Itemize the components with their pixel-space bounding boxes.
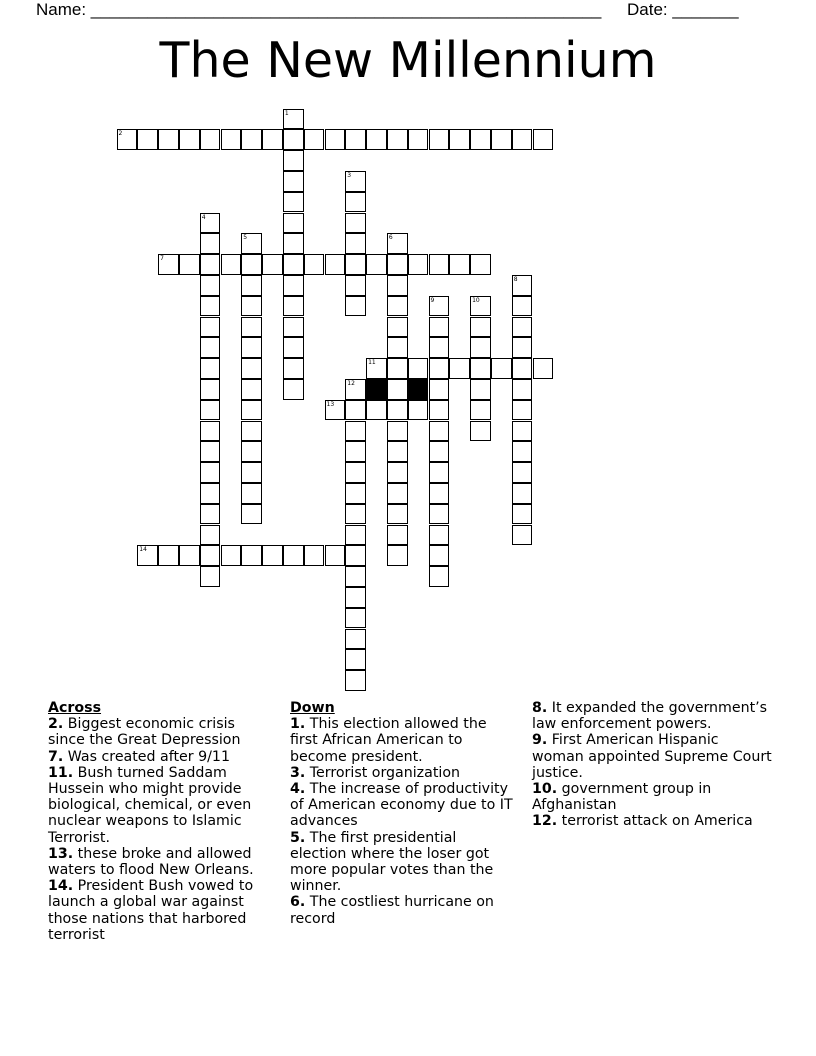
clue-item bbox=[532, 732, 772, 781]
clue-number: 2. bbox=[48, 716, 64, 733]
clue-text: President Bush vowed to launch a global war against those nations that harbored terrorist bbox=[48, 878, 254, 943]
grid-cell[interactable] bbox=[241, 296, 262, 317]
clue-number: 12. bbox=[532, 813, 558, 830]
grid-cell[interactable] bbox=[283, 337, 304, 358]
clue-number: 5. bbox=[290, 829, 306, 846]
grid-cell[interactable] bbox=[200, 421, 221, 442]
grid-cell[interactable] bbox=[325, 400, 346, 421]
grid-cell[interactable] bbox=[200, 296, 221, 317]
grid-cell[interactable] bbox=[470, 421, 491, 442]
grid-cell[interactable] bbox=[408, 254, 429, 275]
grid-cell[interactable] bbox=[200, 379, 221, 400]
clue-text: It expanded the government’s law enforcement powers. bbox=[532, 700, 768, 733]
down-clues bbox=[290, 700, 515, 927]
grid-cell[interactable] bbox=[241, 421, 262, 442]
cell-number: 6 bbox=[388, 234, 393, 242]
grid-cell[interactable] bbox=[179, 545, 200, 566]
grid-cell[interactable] bbox=[283, 296, 304, 317]
date-field[interactable]: Date: _______ bbox=[627, 0, 739, 19]
across-heading: Across bbox=[48, 700, 102, 716]
clue-number: 8. bbox=[532, 700, 548, 716]
clue-text: The costliest hurricane on record bbox=[290, 894, 494, 927]
clue-item bbox=[290, 781, 515, 830]
clue-text: This election allowed the first African American to become president. bbox=[290, 716, 487, 765]
grid-cell[interactable] bbox=[345, 649, 366, 670]
grid-cell[interactable] bbox=[345, 275, 366, 296]
grid-cell[interactable] bbox=[470, 379, 491, 400]
grid-cell[interactable] bbox=[470, 254, 491, 275]
grid-cell[interactable] bbox=[512, 317, 533, 338]
clue-item bbox=[48, 765, 273, 846]
grid-cell[interactable] bbox=[221, 254, 242, 275]
grid-cell[interactable] bbox=[429, 462, 450, 483]
grid-cell[interactable] bbox=[283, 150, 304, 171]
clue-number: 6. bbox=[290, 894, 306, 911]
grid-cell[interactable] bbox=[200, 400, 221, 421]
grid-cell[interactable] bbox=[429, 129, 450, 150]
clue-item bbox=[290, 830, 515, 895]
clue-text: The increase of productivity of American economy due to IT advances bbox=[290, 781, 513, 830]
grid-cell[interactable] bbox=[200, 504, 221, 525]
grid-cell[interactable] bbox=[449, 254, 470, 275]
grid-cell[interactable] bbox=[345, 441, 366, 462]
grid-cell[interactable] bbox=[200, 254, 221, 275]
page-title: The New Millennium bbox=[159, 32, 657, 89]
grid-cell[interactable] bbox=[345, 545, 366, 566]
grid-cell[interactable] bbox=[283, 171, 304, 192]
cell-number: 4 bbox=[201, 213, 206, 221]
clue-text: Terrorist organization bbox=[309, 764, 461, 781]
grid-cell[interactable] bbox=[345, 213, 366, 234]
grid-cell[interactable] bbox=[241, 129, 262, 150]
grid-cell[interactable] bbox=[283, 379, 304, 400]
grid-cell[interactable] bbox=[387, 504, 408, 525]
clue-text: Bush turned Saddam Hussein who might provide biological, chemical, or even nuclear weapons to Islamic Terrorist. bbox=[48, 764, 252, 846]
grid-cell[interactable] bbox=[325, 129, 346, 150]
clue-text: government group in Afghanistan bbox=[532, 781, 712, 814]
grid-cell[interactable] bbox=[241, 379, 262, 400]
grid-cell[interactable] bbox=[345, 504, 366, 525]
grid-cell[interactable] bbox=[179, 254, 200, 275]
grid-cell[interactable] bbox=[241, 275, 262, 296]
grid-cell[interactable] bbox=[117, 129, 138, 150]
grid-cell[interactable] bbox=[200, 525, 221, 546]
grid-cell[interactable] bbox=[387, 483, 408, 504]
grid-cell[interactable] bbox=[512, 525, 533, 546]
grid-cell[interactable] bbox=[429, 525, 450, 546]
name-field[interactable]: Name: ______________________________________________________ bbox=[36, 0, 602, 19]
grid-cell[interactable] bbox=[429, 317, 450, 338]
grid-cell[interactable] bbox=[470, 400, 491, 421]
clue-item bbox=[290, 765, 515, 781]
clue-item bbox=[48, 716, 273, 748]
grid-cell[interactable] bbox=[345, 566, 366, 587]
grid-cell[interactable] bbox=[429, 254, 450, 275]
grid-cell[interactable] bbox=[512, 379, 533, 400]
grid-cell[interactable] bbox=[449, 129, 470, 150]
grid-cell[interactable] bbox=[429, 337, 450, 358]
grid-cell[interactable] bbox=[345, 254, 366, 275]
grid-cell[interactable] bbox=[345, 129, 366, 150]
clue-number: 7. bbox=[48, 748, 64, 765]
clue-item bbox=[532, 781, 772, 813]
grid-cell[interactable] bbox=[408, 358, 429, 379]
grid-cell[interactable] bbox=[387, 296, 408, 317]
grid-cell[interactable] bbox=[200, 441, 221, 462]
grid-cell[interactable] bbox=[470, 296, 491, 317]
grid-cell[interactable] bbox=[429, 358, 450, 379]
grid-cell[interactable] bbox=[387, 545, 408, 566]
grid-cell[interactable] bbox=[137, 545, 158, 566]
grid-cell[interactable] bbox=[241, 545, 262, 566]
grid-cell[interactable] bbox=[262, 254, 283, 275]
grid-cell[interactable] bbox=[345, 379, 366, 400]
grid-cell[interactable] bbox=[241, 254, 262, 275]
grid-cell[interactable] bbox=[470, 129, 491, 150]
grid-cell[interactable] bbox=[512, 129, 533, 150]
grid-cell[interactable] bbox=[262, 129, 283, 150]
grid-cell[interactable] bbox=[491, 129, 512, 150]
grid-cell[interactable] bbox=[387, 400, 408, 421]
grid-cell[interactable] bbox=[470, 317, 491, 338]
clue-number: 1. bbox=[290, 716, 306, 733]
grid-cell[interactable] bbox=[200, 358, 221, 379]
clue-text: The first presidential election where the loser got more popular votes than the winner. bbox=[290, 829, 494, 895]
clue-item bbox=[48, 878, 273, 943]
cell-number: 7 bbox=[160, 255, 164, 263]
grid-cell[interactable] bbox=[449, 358, 470, 379]
grid-cell[interactable] bbox=[512, 337, 533, 358]
grid-cell[interactable] bbox=[200, 462, 221, 483]
cell-number: 9 bbox=[430, 296, 435, 304]
grid-cell[interactable] bbox=[512, 400, 533, 421]
grid-cell[interactable] bbox=[512, 483, 533, 504]
grid-cell[interactable] bbox=[304, 254, 325, 275]
grid-cell[interactable] bbox=[387, 317, 408, 338]
grid-cell[interactable] bbox=[304, 129, 325, 150]
grid-cell[interactable] bbox=[283, 545, 304, 566]
grid-cell[interactable] bbox=[429, 421, 450, 442]
grid-cell[interactable] bbox=[241, 441, 262, 462]
grid-cell[interactable] bbox=[241, 400, 262, 421]
grid-cell[interactable] bbox=[345, 171, 366, 192]
black-cell bbox=[408, 379, 429, 400]
grid-cell[interactable] bbox=[512, 358, 533, 379]
clue-item bbox=[290, 716, 515, 765]
grid-cell[interactable] bbox=[345, 608, 366, 629]
grid-cell[interactable] bbox=[283, 213, 304, 234]
grid-cell[interactable] bbox=[366, 254, 387, 275]
cell-number: 1 bbox=[284, 109, 289, 117]
grid-cell[interactable] bbox=[387, 379, 408, 400]
grid-cell[interactable] bbox=[512, 421, 533, 442]
grid-cell[interactable] bbox=[200, 483, 221, 504]
grid-cell[interactable] bbox=[345, 629, 366, 650]
grid-cell[interactable] bbox=[241, 504, 262, 525]
grid-cell[interactable] bbox=[387, 337, 408, 358]
cell-number: 5 bbox=[243, 234, 248, 242]
grid-cell[interactable] bbox=[283, 109, 304, 130]
grid-cell[interactable] bbox=[387, 525, 408, 546]
grid-cell[interactable] bbox=[345, 483, 366, 504]
grid-cell[interactable] bbox=[345, 233, 366, 254]
grid-cell[interactable] bbox=[158, 129, 179, 150]
grid-cell[interactable] bbox=[200, 213, 221, 234]
grid-cell[interactable] bbox=[345, 670, 366, 691]
grid-cell[interactable] bbox=[158, 545, 179, 566]
grid-cell[interactable] bbox=[241, 317, 262, 338]
grid-cell[interactable] bbox=[429, 504, 450, 525]
grid-cell[interactable] bbox=[283, 358, 304, 379]
across-clues bbox=[48, 700, 273, 943]
grid-cell[interactable] bbox=[241, 483, 262, 504]
grid-cell[interactable] bbox=[387, 275, 408, 296]
clue-text: these broke and allowed waters to flood New Orleans. bbox=[48, 845, 254, 879]
grid-cell[interactable] bbox=[387, 129, 408, 150]
grid-cell[interactable] bbox=[325, 545, 346, 566]
black-cell bbox=[366, 379, 387, 400]
grid-cell[interactable] bbox=[429, 400, 450, 421]
grid-cell[interactable] bbox=[221, 545, 242, 566]
grid-cell[interactable] bbox=[345, 400, 366, 421]
grid-cell[interactable] bbox=[345, 587, 366, 608]
cell-number: 14 bbox=[139, 546, 147, 554]
cell-number: 13 bbox=[326, 400, 335, 408]
cell-number: 10 bbox=[472, 296, 480, 304]
grid-cell[interactable] bbox=[387, 421, 408, 442]
grid-cell[interactable] bbox=[429, 296, 450, 317]
clue-item bbox=[532, 700, 772, 732]
down-heading: Down bbox=[290, 700, 335, 716]
cell-number: 3 bbox=[347, 171, 352, 179]
grid-cell[interactable] bbox=[241, 358, 262, 379]
grid-cell[interactable] bbox=[512, 275, 533, 296]
grid-cell[interactable] bbox=[283, 317, 304, 338]
grid-cell[interactable] bbox=[512, 462, 533, 483]
grid-cell[interactable] bbox=[325, 254, 346, 275]
grid-cell[interactable] bbox=[429, 379, 450, 400]
grid-cell[interactable] bbox=[241, 233, 262, 254]
cell-number: 11 bbox=[368, 359, 376, 367]
grid-cell[interactable] bbox=[158, 254, 179, 275]
grid-cell[interactable] bbox=[200, 317, 221, 338]
clue-number: 11. bbox=[48, 764, 74, 781]
grid-cell[interactable] bbox=[408, 400, 429, 421]
clue-number: 9. bbox=[532, 732, 548, 749]
grid-cell[interactable] bbox=[283, 233, 304, 254]
grid-cell[interactable] bbox=[512, 296, 533, 317]
grid-cell[interactable] bbox=[200, 233, 221, 254]
grid-cell[interactable] bbox=[241, 462, 262, 483]
grid-cell[interactable] bbox=[200, 545, 221, 566]
grid-cell[interactable] bbox=[366, 400, 387, 421]
grid-cell[interactable] bbox=[387, 358, 408, 379]
clue-item bbox=[290, 894, 515, 926]
grid-cell[interactable] bbox=[345, 296, 366, 317]
grid-cell[interactable] bbox=[429, 545, 450, 566]
grid-cell[interactable] bbox=[200, 129, 221, 150]
grid-cell[interactable] bbox=[470, 337, 491, 358]
clue-text: First American Hispanic woman appointed Supreme Court justice. bbox=[532, 732, 772, 781]
grid-cell[interactable] bbox=[512, 504, 533, 525]
cell-number: 8 bbox=[513, 275, 518, 283]
grid-cell[interactable] bbox=[262, 545, 283, 566]
grid-cell[interactable] bbox=[137, 129, 158, 150]
grid-cell[interactable] bbox=[429, 441, 450, 462]
grid-cell[interactable] bbox=[533, 358, 554, 379]
cell-number: 12 bbox=[347, 379, 355, 387]
crossword-grid bbox=[117, 109, 577, 709]
grid-cell[interactable] bbox=[429, 566, 450, 587]
clue-item bbox=[48, 749, 273, 765]
grid-cell[interactable] bbox=[387, 441, 408, 462]
clue-number: 4. bbox=[290, 781, 306, 798]
grid-cell[interactable] bbox=[345, 421, 366, 442]
grid-cell[interactable] bbox=[200, 566, 221, 587]
grid-cell[interactable] bbox=[408, 129, 429, 150]
grid-cell[interactable] bbox=[283, 129, 304, 150]
grid-cell[interactable] bbox=[491, 358, 512, 379]
grid-cell[interactable] bbox=[533, 129, 554, 150]
grid-cell[interactable] bbox=[345, 192, 366, 213]
grid-cell[interactable] bbox=[283, 275, 304, 296]
grid-cell[interactable] bbox=[304, 545, 325, 566]
grid-cell[interactable] bbox=[366, 358, 387, 379]
grid-cell[interactable] bbox=[429, 483, 450, 504]
cell-number: 2 bbox=[118, 130, 123, 138]
grid-cell[interactable] bbox=[387, 233, 408, 254]
grid-cell[interactable] bbox=[345, 525, 366, 546]
grid-cell[interactable] bbox=[345, 462, 366, 483]
grid-cell[interactable] bbox=[200, 337, 221, 358]
grid-cell[interactable] bbox=[179, 129, 200, 150]
clue-number: 14. bbox=[48, 878, 74, 895]
clue-text: Biggest economic crisis since the Great Depression bbox=[48, 716, 241, 749]
grid-cell[interactable] bbox=[387, 254, 408, 275]
clue-number: 13. bbox=[48, 845, 74, 862]
grid-cell[interactable] bbox=[387, 462, 408, 483]
grid-cell[interactable] bbox=[241, 337, 262, 358]
down-clues-continued bbox=[532, 700, 772, 830]
clue-text: terrorist attack on America bbox=[561, 813, 753, 830]
clue-item bbox=[48, 846, 273, 878]
grid-cell[interactable] bbox=[470, 358, 491, 379]
clue-number: 10. bbox=[532, 781, 558, 798]
clue-text: Was created after 9/11 bbox=[67, 748, 230, 765]
grid-cell[interactable] bbox=[283, 254, 304, 275]
grid-cell[interactable] bbox=[366, 129, 387, 150]
grid-cell[interactable] bbox=[512, 441, 533, 462]
grid-cell[interactable] bbox=[200, 275, 221, 296]
grid-cell[interactable] bbox=[221, 129, 242, 150]
clue-number: 3. bbox=[290, 764, 306, 781]
grid-cell[interactable] bbox=[283, 192, 304, 213]
clue-item bbox=[532, 813, 772, 829]
